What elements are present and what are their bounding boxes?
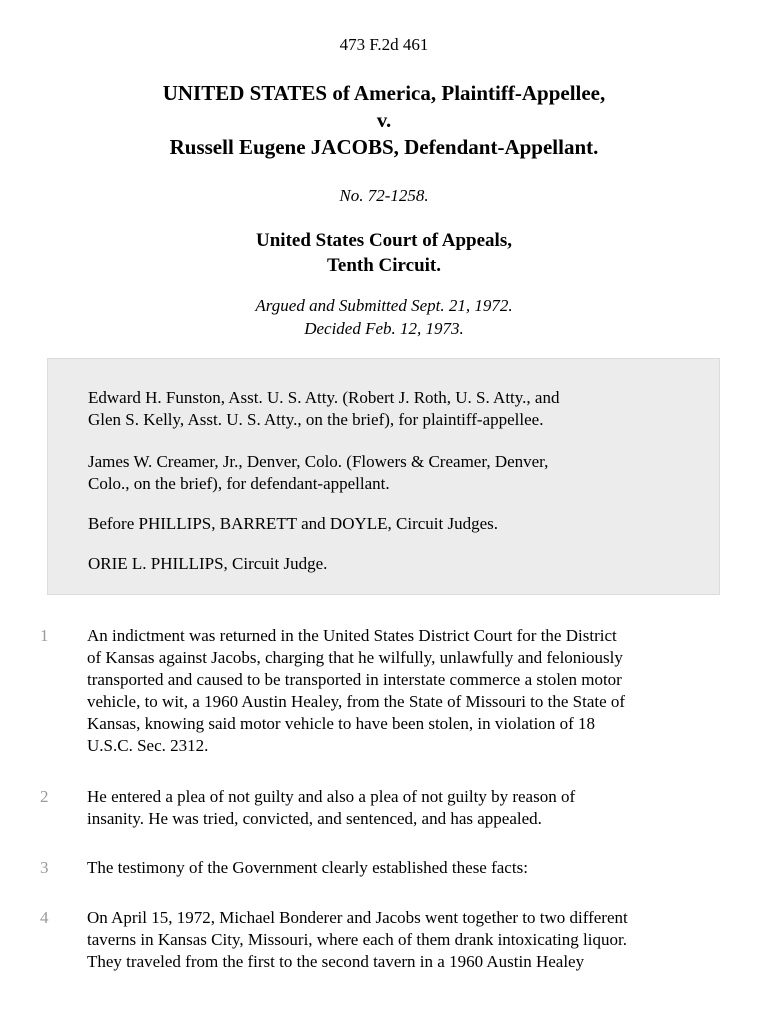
paragraph-line: taverns in Kansas City, Missouri, where each of them drank intoxicating liquor. bbox=[87, 930, 627, 949]
paragraph-line: An indictment was returned in the United States District Court for the District bbox=[87, 626, 617, 645]
caption-plaintiff: UNITED STATES of America, Plaintiff-Appellee, bbox=[162, 81, 606, 105]
paragraph-number: 1 bbox=[40, 626, 49, 645]
paragraph-line: U.S.C. Sec. 2312. bbox=[87, 736, 209, 755]
paragraph-text bbox=[87, 857, 727, 879]
paragraph-line: vehicle, to wit, a 1960 Austin Healey, from the State of Missouri to the State of bbox=[87, 692, 626, 711]
appellee-counsel-line1: Edward H. Funston, Asst. U. S. Atty. (Robert J. Roth, U. S. Atty., and bbox=[88, 388, 560, 407]
counsel-panel bbox=[47, 358, 720, 595]
caption-defendant: Russell Eugene JACOBS, Defendant-Appellant. bbox=[169, 135, 599, 159]
opinion-author: ORIE L. PHILLIPS, Circuit Judge. bbox=[88, 554, 328, 573]
court-name-line1: United States Court of Appeals, bbox=[256, 230, 512, 251]
case-citation: 473 F.2d 461 bbox=[339, 35, 429, 54]
paragraph-number: 4 bbox=[40, 908, 49, 927]
court-name bbox=[0, 228, 768, 278]
paragraph-number: 3 bbox=[40, 858, 49, 877]
paragraph-number: 2 bbox=[40, 787, 49, 806]
paragraph-line: Kansas, knowing said motor vehicle to have been stolen, in violation of 18 bbox=[87, 714, 596, 733]
paragraph-line: The testimony of the Government clearly established these facts: bbox=[87, 858, 528, 877]
paragraph-line: They traveled from the first to the second tavern in a 1960 Austin Healey bbox=[87, 952, 585, 971]
paragraph-line: of Kansas against Jacobs, charging that he wilfully, unlawfully and feloniously bbox=[87, 648, 623, 667]
paragraph-text bbox=[87, 907, 727, 973]
argued-date: Argued and Submitted Sept. 21, 1972. bbox=[255, 296, 513, 315]
appellee-counsel-line2: Glen S. Kelly, Asst. U. S. Atty., on the brief), for plaintiff-appellee. bbox=[88, 410, 544, 429]
docket-number: No. 72-1258. bbox=[339, 186, 429, 205]
caption-versus: v. bbox=[376, 108, 392, 132]
appellant-counsel-line2: Colo., on the brief), for defendant-appellant. bbox=[88, 474, 390, 493]
decided-date: Decided Feb. 12, 1973. bbox=[304, 319, 464, 338]
court-name-line2: Tenth Circuit. bbox=[326, 255, 442, 276]
decision-dates bbox=[0, 294, 768, 340]
paragraph-line: On April 15, 1972, Michael Bonderer and Jacobs went together to two different bbox=[87, 908, 628, 927]
paragraph-line: insanity. He was tried, convicted, and sentenced, and has appealed. bbox=[87, 809, 542, 828]
paragraph-line: He entered a plea of not guilty and also a plea of not guilty by reason of bbox=[87, 787, 576, 806]
appellant-counsel-line1: James W. Creamer, Jr., Denver, Colo. (Flowers & Creamer, Denver, bbox=[88, 452, 549, 471]
paragraph-line: transported and caused to be transported in interstate commerce a stolen motor bbox=[87, 670, 622, 689]
appellee-counsel bbox=[88, 387, 688, 431]
appellant-counsel bbox=[88, 451, 688, 495]
case-caption bbox=[0, 80, 768, 161]
judges-panel: Before PHILLIPS, BARRETT and DOYLE, Circuit Judges. bbox=[88, 514, 499, 533]
paragraph-text bbox=[87, 786, 727, 830]
paragraph-text bbox=[87, 625, 727, 757]
